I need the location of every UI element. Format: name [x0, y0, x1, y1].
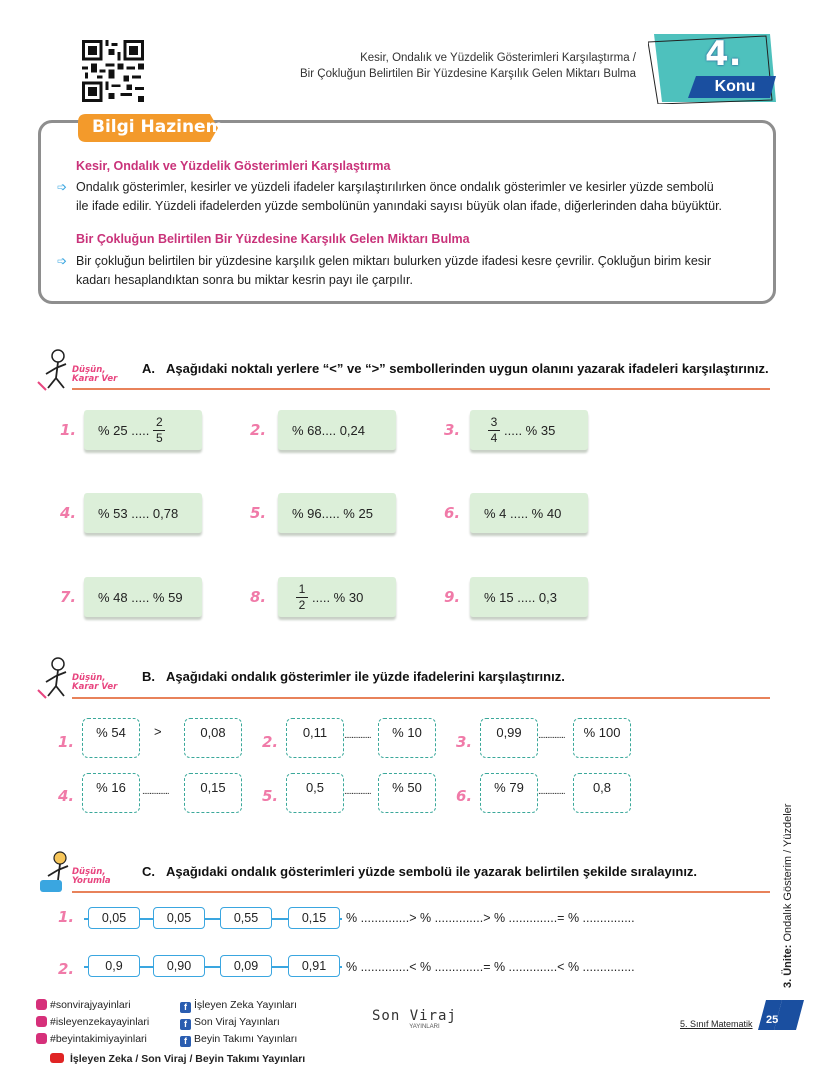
section-c-tag	[72, 868, 111, 886]
item-number: 6.	[444, 504, 461, 522]
value-box: 0,15	[288, 907, 340, 929]
answer-blank[interactable]: ...............	[538, 730, 565, 741]
grade-label: 5. Sınıf Matematik	[680, 1019, 753, 1029]
section-c-letter: C.	[142, 864, 155, 879]
comparison-symbol: >	[154, 724, 162, 739]
item-number: 2.	[250, 421, 267, 439]
card-left: % 4 ..... % 40	[484, 505, 562, 521]
card-left: % 25 .....	[98, 422, 150, 438]
info-heading-2: Bir Çokluğun Belirtilen Bir Yüzdesine Karşılık Gelen Miktarı Bulma	[76, 232, 470, 246]
item-number: 1.	[58, 733, 75, 751]
info-p1-line1: Ondalık gösterimler, kesirler ve yüzdeli ifadeler karşılaştırılırken önce ondalık gösterimler ve kesirler yüzde sembolü	[76, 180, 714, 194]
item-number: 5.	[262, 787, 279, 805]
ordering-answer[interactable]: % ..............> % ..............> % ..............= % ...............	[346, 911, 635, 925]
item-number: 9.	[444, 588, 461, 606]
fraction	[488, 416, 500, 445]
comparison-card	[278, 577, 396, 617]
item-number: 6.	[456, 787, 473, 805]
answer-blank[interactable]: ...............	[344, 730, 371, 741]
value-box: % 50	[378, 773, 436, 813]
item-number: 8.	[250, 588, 267, 606]
section-b-instruction: Aşağıdaki ondalık gösterimler ile yüzde ifadelerini karşılaştırınız.	[166, 669, 565, 684]
item-number: 5.	[250, 504, 267, 522]
unit-bold: 3. Ünite:	[782, 944, 794, 988]
value-box: 0,9	[88, 955, 140, 977]
instagram-icon	[36, 999, 47, 1010]
publisher-logo	[372, 1008, 457, 1030]
value-box: 0,05	[88, 907, 140, 929]
section-c-rule	[72, 891, 770, 893]
social-facebook-1[interactable]	[180, 999, 297, 1013]
header-title-line1: Kesir, Ondalık ve Yüzdelik Gösterimleri Karşılaştırma /	[360, 52, 636, 64]
comparison-card	[84, 410, 202, 450]
value-box: % 10	[378, 718, 436, 758]
item-number: 4.	[58, 787, 75, 805]
value-box: 0,05	[153, 907, 205, 929]
facebook-icon: f	[180, 1002, 191, 1013]
info-p2-line2: kadarı hesaplandıktan sonra bu miktar kesrin payı ile çarpılır.	[76, 273, 413, 287]
arrow-icon: ➩	[57, 254, 68, 268]
page-header-title	[250, 50, 636, 82]
info-heading-1: Kesir, Ondalık ve Yüzdelik Gösterimleri Karşılaştırma	[76, 159, 391, 173]
comparison-card	[470, 493, 588, 533]
value-box: 0,99	[480, 718, 538, 758]
value-box: 0,5	[286, 773, 344, 813]
comparison-card	[470, 577, 588, 617]
answer-blank[interactable]: ...............	[538, 786, 565, 797]
qr-code	[82, 40, 144, 102]
card-left: % 68.... 0,24	[292, 422, 365, 438]
header-title-line2: Bir Çokluğun Belirtilen Bir Yüzdesine Karşılık Gelen Miktarı Bulma	[300, 68, 636, 80]
value-box: 0,08	[184, 718, 242, 758]
section-a-letter: A.	[142, 361, 155, 376]
page-number: 25	[766, 1014, 779, 1026]
tag-line2: Karar Ver	[72, 374, 118, 384]
facebook-icon: f	[180, 1036, 191, 1047]
section-b-rule	[72, 697, 770, 699]
card-left: % 48 ..... % 59	[98, 589, 183, 605]
instagram-icon	[36, 1016, 47, 1027]
frac-den: 2	[298, 597, 306, 612]
arrow-icon: ➩	[57, 180, 68, 194]
info-paragraph-2	[76, 252, 766, 290]
facebook-icon: f	[180, 1019, 191, 1030]
value-box: 0,11	[286, 718, 344, 758]
tag-line2: Karar Ver	[72, 682, 118, 692]
tag-line2: Yorumla	[72, 876, 111, 886]
tag-line1: Düşün,	[72, 867, 106, 877]
section-c-instruction: Aşağıdaki ondalık gösterimleri yüzde sembolü ile yazarak belirtilen şekilde sıralayınız.	[166, 864, 698, 879]
value-box: 0,15	[184, 773, 242, 813]
info-p1-line2: ile ifade edilir. Yüzdeli ifadelerden yüzde sembolünün yanındaki sayısı büyük olan ifade, diğerlerinden daha büyüktür.	[76, 199, 723, 213]
frac-den: 5	[155, 430, 163, 445]
item-number: 3.	[456, 733, 473, 751]
item-number: 1.	[60, 421, 77, 439]
value-box: % 79	[480, 773, 538, 813]
konu-label: Konu	[714, 78, 756, 95]
value-box: 0,09	[220, 955, 272, 977]
unit-rest: Ondalık Gösterim / Yüzdeler	[782, 803, 794, 942]
section-a-instruction: Aşağıdaki noktalı yerlere “<” ve “>” sembollerinden uygun olanını yazarak ifadeleri karşılaştırınız.	[166, 361, 769, 376]
item-number: 4.	[60, 504, 77, 522]
section-a-tag	[72, 366, 117, 384]
item-number: 2.	[58, 960, 75, 978]
answer-blank[interactable]: ...............	[142, 786, 169, 797]
instagram-icon	[36, 1033, 47, 1044]
section-b-tag	[72, 674, 117, 692]
answer-blank[interactable]: ...............	[344, 786, 371, 797]
frac-num: 3	[490, 414, 498, 429]
social-facebook-3[interactable]	[180, 1033, 297, 1047]
social-youtube[interactable]	[50, 1053, 305, 1065]
item-number: 2.	[262, 733, 279, 751]
value-box: % 54	[82, 718, 140, 758]
comparison-card	[278, 410, 396, 450]
page-sidebar-stripe	[752, 790, 810, 1030]
comparison-card	[84, 577, 202, 617]
comparison-card	[84, 493, 202, 533]
comparison-card	[470, 410, 588, 450]
card-right: ..... % 35	[504, 422, 556, 438]
tag-line1: Düşün,	[72, 365, 106, 375]
unit-label	[782, 804, 794, 988]
fraction	[296, 583, 308, 612]
social-label: #isleyenzekayayinlari	[50, 1016, 150, 1028]
value-box: 0,55	[220, 907, 272, 929]
section-a-rule	[72, 388, 770, 390]
value-box: % 16	[82, 773, 140, 813]
social-facebook-2[interactable]	[180, 1016, 280, 1030]
item-number: 3.	[444, 421, 461, 439]
info-paragraph-1	[76, 178, 766, 216]
social-instagram-1[interactable]	[36, 999, 131, 1011]
social-label: İşleyen Zeka Yayınları	[194, 999, 297, 1011]
social-label: Son Viraj Yayınları	[194, 1016, 280, 1028]
info-p2-line1: Bir çokluğun belirtilen bir yüzdesine karşılık gelen miktarı bulurken yüzde ifadesi kesre çevrilir. Çokluğun birim kesir	[76, 254, 711, 268]
frac-num: 2	[155, 414, 163, 429]
social-label: İşleyen Zeka / Son Viraj / Beyin Takımı Yayınları	[70, 1053, 306, 1065]
card-right: ..... % 30	[312, 589, 364, 605]
value-box: 0,90	[153, 955, 205, 977]
social-label: #beyintakimiyayinlari	[50, 1033, 147, 1045]
item-number: 7.	[60, 588, 77, 606]
youtube-icon	[50, 1053, 64, 1063]
section-b-letter: B.	[142, 669, 155, 684]
frac-den: 4	[490, 430, 498, 445]
item-number: 1.	[58, 908, 75, 926]
card-left: % 15 ..... 0,3	[484, 589, 557, 605]
logo-text: Son Viraj	[372, 1008, 457, 1024]
value-box: 0,8	[573, 773, 631, 813]
social-instagram-2[interactable]	[36, 1016, 149, 1028]
tag-line1: Düşün,	[72, 673, 106, 683]
value-box: % 100	[573, 718, 631, 758]
logo-subtext: YAYINLARI	[409, 1024, 440, 1030]
social-label: Beyin Takımı Yayınları	[194, 1033, 298, 1045]
frac-num: 1	[298, 581, 306, 596]
social-label: #sonvirajyayinlari	[50, 999, 131, 1011]
konu-number: 4.	[705, 34, 742, 74]
ordering-answer[interactable]: % ..............< % ..............= % ..............< % ...............	[346, 960, 635, 974]
info-tab-label: Bilgi Hazinem	[92, 117, 224, 137]
card-left: % 53 ..... 0,78	[98, 505, 179, 521]
social-instagram-3[interactable]	[36, 1033, 147, 1045]
comparison-card	[278, 493, 396, 533]
card-left: % 96..... % 25	[292, 505, 373, 521]
value-box: 0,91	[288, 955, 340, 977]
fraction	[153, 416, 165, 445]
